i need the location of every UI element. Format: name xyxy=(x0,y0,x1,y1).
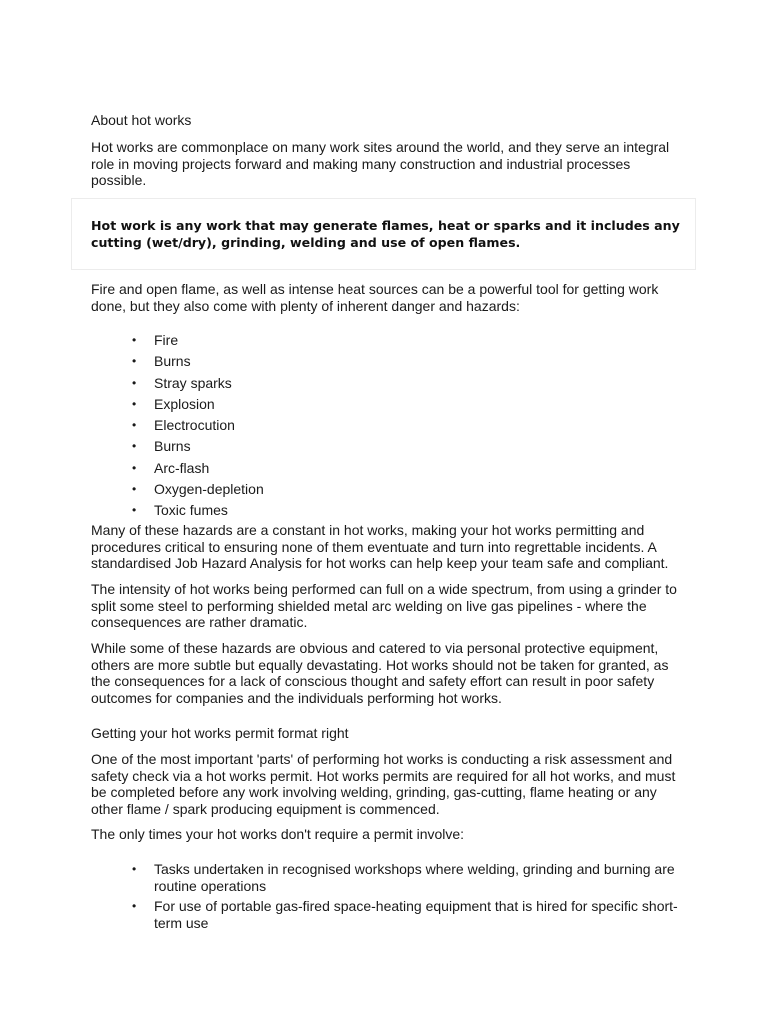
bullet-icon: • xyxy=(132,354,137,369)
bullet-icon: • xyxy=(132,899,137,913)
hazard-list-item: • Electrocution xyxy=(132,417,235,434)
subtle-hazards-paragraph: While some of these hazards are obvious and catered to via personal protective equipment, others are more subtle but equally devastating. Hot works should not be taken for granted, as the consequences for a lack of conscious thought and safety effort can result in poor safety outcomes for companies and the individuals performing hot works. xyxy=(91,640,669,706)
bullet-icon: • xyxy=(132,503,137,518)
section-heading-about-hot-works: About hot works xyxy=(91,112,192,128)
exemption-list-item: • For use of portable gas-fired space-heating equipment that is hired for specific short-term use xyxy=(132,898,678,931)
section-heading-permit-format: Getting your hot works permit format right xyxy=(91,725,349,741)
hazard-list-item: • Arc-flash xyxy=(132,459,210,476)
exemptions-list xyxy=(91,861,681,935)
hazard-list-item: • Burns xyxy=(132,353,191,370)
definition-callout xyxy=(71,198,696,270)
hazard-list-item: • Fire xyxy=(132,332,179,348)
bullet-icon: • xyxy=(132,333,137,347)
bullet-icon: • xyxy=(132,418,137,433)
bullet-icon: • xyxy=(132,396,137,411)
bullet-icon: • xyxy=(132,482,137,497)
hazard-list-item: • Stray sparks xyxy=(132,374,232,391)
permit-importance-paragraph: One of the most important 'parts' of performing hot works is conducting a risk assessment and safety check via a hot works permit. Hot works permits are required for all hot works, and must be completed before any work involving welding, grinding, gas-cutting, flame heating or any other flame / spark producing equipment is commenced. xyxy=(91,751,676,817)
bullet-icon: • xyxy=(132,439,137,454)
intensity-paragraph: The intensity of hot works being performed can full on a wide spectrum, from using a grinder to split some steel to performing shielded metal arc welding on live gas pipelines - where the consequences are rather dramatic. xyxy=(91,581,677,630)
hazard-list-item: • Toxic fumes xyxy=(132,502,228,519)
hazard-list-item: • Explosion xyxy=(132,395,215,412)
bullet-icon: • xyxy=(132,862,137,876)
exemptions-intro-paragraph: The only times your hot works don't require a permit involve: xyxy=(91,826,465,842)
hazards-constant-paragraph: Many of these hazards are a constant in hot works, making your hot works permitting and procedures critical to ensuring none of them eventuate and turn into regrettable incidents. A standardised Job Hazard Analysis for hot works can help keep your team safe and compliant. xyxy=(91,522,669,571)
hazard-list-item: • Burns xyxy=(132,438,191,455)
bullet-icon: • xyxy=(132,375,137,390)
intro-paragraph: Hot works are commonplace on many work sites around the world, and they serve an integral role in moving projects forward and making many construction and industrial processes possible. xyxy=(91,139,670,188)
hazard-list-item: • Oxygen-depletion xyxy=(132,481,264,498)
bullet-icon: • xyxy=(132,460,137,475)
hazards-intro-paragraph: Fire and open flame, as well as intense heat sources can be a powerful tool for getting work done, but they also come with plenty of inherent danger and hazards: xyxy=(91,281,659,314)
hazards-list xyxy=(91,332,681,524)
exemption-list-item: • Tasks undertaken in recognised workshops where welding, grinding and burning are routine operations xyxy=(132,861,675,894)
definition-callout-text: Hot work is any work that may generate flames, heat or sparks and it includes any cutting (wet/dry), grinding, welding and use of open flames. xyxy=(91,218,680,250)
